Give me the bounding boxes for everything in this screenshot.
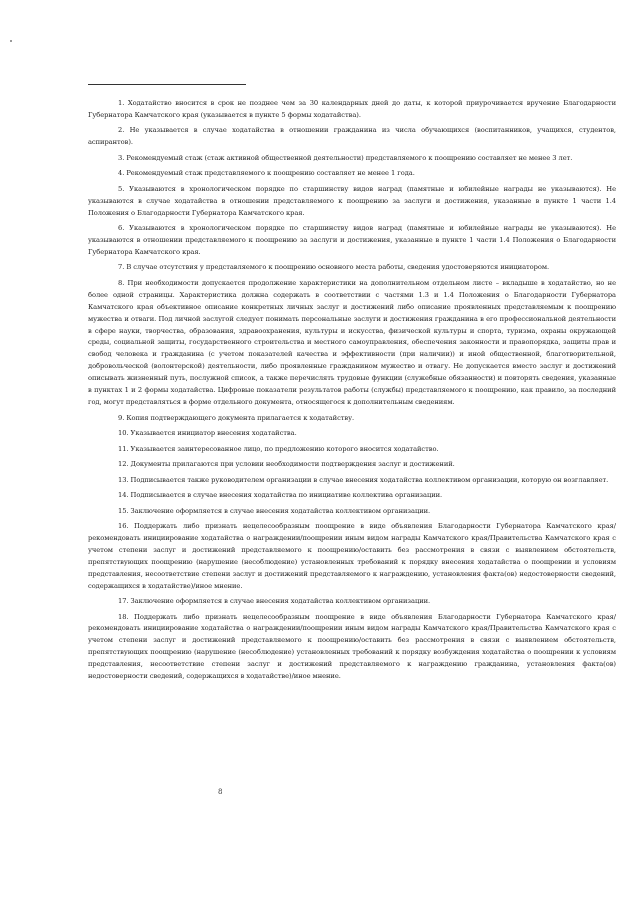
footnote-14: 14. Подписывается в случае внесения ходатайства по инициативе коллектива организации. [118,491,443,499]
footnote-15: 15. Заключение оформляется в случае внесения ходатайства коллективом организации. [118,506,431,515]
footnote-9: 9. Копия подтверждающего документа прилагается к ходатайству. [118,413,355,422]
footnote-16: 16. Поддержать либо признать нецелесообразным поощрение в виде объявления Благодарности Губернатора Камчатского края/рекомендовать инициирование ходатайства о награждении/поощрении иным видом награды Камчатского края/Правительства Камчатского края с учетом степени заслуг и достижений представляемого к поощрению/оставить без рассмотрения в связи с выявлением обстоятельств, препятствующих поощрению (нарушение (несоблюдение) установленных требований к порядку внесения ходатайства о поощрении и условиям представления, несоответствие степени заслуг и достижений представляемого к награждению, установления факта(ов) недостоверности сведений, содержащихся в ходатайстве)/иное мнение. [88,522,616,590]
footnote-17: 17. Заключение оформляется в случае внесения ходатайства коллективом организации. [118,597,431,606]
footnote-7: 7. В случае отсутствия у представляемого к поощрению основного места работы, сведения удостоверяются инициатором. [118,263,550,272]
footnote-1: 1. Ходатайство вносится в срок не позднее чем за 30 календарных дней до даты, к которой приурочивается вручение Благодарности Губернатора Камчатского края (указывается в пункте 5 формы ходатайства). [88,99,616,119]
footnote-18: 18. Поддержать либо признать нецелесообразным поощрение в виде объявления Благодарности Губернатора Камчатского края/рекомендовать инициирование ходатайства о награждении/поощрении иным видом награды Камчатского края/Правительства Камчатского края с учетом степени заслуг и достижений представляемого к поощрению/оставить без рассмотрения в связи с выявлением обстоятельств, препятствующих поощрению (нарушение (несоблюдение) установленных требований к порядку возбуждения ходатайства о поощрении к условиям представления, несоответствие степени заслуг и достижений представляемого к награждению гражданина, установления факта(ов) недостоверности сведений, содержащихся в ходатайстве)/иное мнение. [88,612,616,681]
footnote-6: 6. Указываются в хронологическом порядке по старшинству видов наград (памятные и юбилейные награды не указываются). Не указываются в отношении представляемого к поощрению за заслуги и достижения, указанные в пункте 1 части 1.4 Положения о Благодарности Губернатора Камчатского края. [88,224,616,256]
footnote-11: 11. Указывается заинтересованное лицо, по предложению которого вносится ходатайство. [118,444,439,453]
footnotes-block [88,98,616,683]
footnote-4: 4. Рекомендуемый стаж представляемого к поощрению составляет не менее 1 года. [118,169,415,178]
footnote-13: 13. Подписывается также руководителем организации в случае внесения ходатайства коллективом организации, которую он возглавляет. [118,475,609,484]
page-number: 8 [218,788,223,796]
footnote-10: 10. Указывается инициатор внесения ходатайства. [118,429,297,437]
footnote-12: 12. Документы прилагаются при условии необходимости подтверждения заслуг и достижений. [118,460,455,468]
footnote-5: 5. Указываются в хронологическом порядке по старшинству видов наград (памятные и юбилейные награды не указываются). Не указываются в случае ходатайства в отношении представляемого к поощрению за заслуги и достижения, указанные в пункте 1 части 1.4 Положения о Благодарности Губернатора Камчатского края. [88,184,616,217]
footnote-2: 2. Не указывается в случае ходатайства в отношении гражданина из числа обучающихся (воспитанников, учащихся, студентов, аспирантов). [88,126,616,147]
footnote-8: 8. При необходимости допускается продолжение характеристики на дополнительном отдельном листе – вкладыше в ходатайство, но не более одной страницы. Характеристика должна содержать в соответствии с частями 1.3 и 1.4 Положения о Благодарности Губернатора Камчатского края объективное описание конкретных личных заслуг и достижений либо описание проявленных представляемым к поощрению мужества и отваги. Под личной заслугой следует понимать персональные заслуги и достижения гражданина в его профессиональной деятельности в сфере науки, творчества, образования, здравоохранения, культуры и искусства, физической культуры и спорта, туризма, охраны окружающей среды, социальной защиты, государственного строительства и местного самоуправления, обеспечения законности и правопорядка, защиты прав и свобод человека и гражданина (с учетом показателей качества и эффективности (при наличии)) и иной общественной, благотворительной, добровольческой (волонтерской) деятельности, либо проявленные гражданином мужество и отвагу. Не допускается вместо заслуг и достижений описывать жизненный путь, послужной список, а также перечислять трудовые функции (служебные обязанности) и повторять сведения, указанные в пунктах 1 и 2 формы ходатайства. Цифровые показатели результатов работы (службы) представляемого к поощрению, как правило, за последний год, могут представляться в форме отдельного документа, относящегося к дополнительным сведениям. [88,278,616,406]
scan-speck [10,40,12,42]
footnote-separator [88,84,246,85]
footnote-3: 3. Рекомендуемый стаж (стаж активной общественной деятельности) представляемого к поощрению составляет не менее 3 лет. [118,153,573,162]
